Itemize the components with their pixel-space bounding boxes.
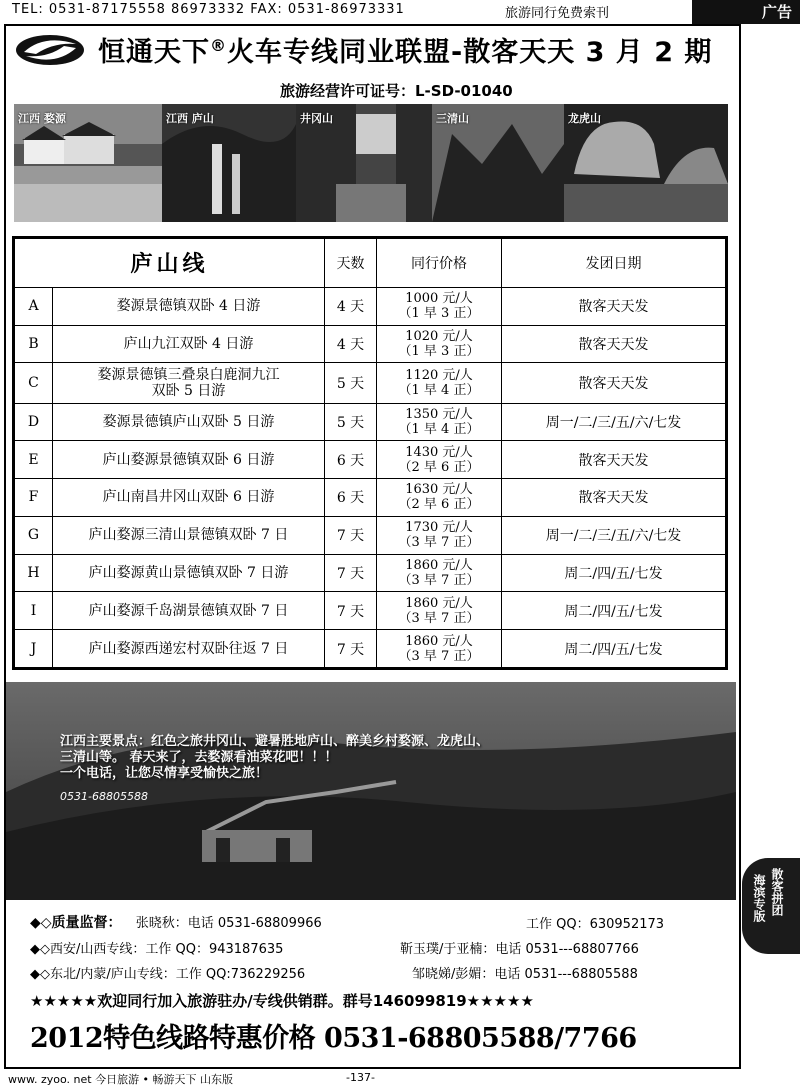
route-price bbox=[377, 363, 502, 403]
route-days: 6 天 bbox=[325, 441, 377, 479]
route-code: D bbox=[15, 403, 53, 441]
route-dates: 散客天天发 bbox=[502, 479, 726, 517]
registered-mark: ® bbox=[210, 36, 227, 55]
price-meals: （2 早 6 正） bbox=[398, 497, 480, 513]
table-row bbox=[15, 325, 726, 363]
route-code: E bbox=[15, 441, 53, 479]
price-amount: 1120 元/人 bbox=[405, 367, 473, 383]
top-contact: TEL: 0531-87175558 86973332 FAX: 0531-86973331 bbox=[12, 2, 405, 17]
table-row bbox=[15, 363, 726, 403]
price-meals: （3 早 7 正） bbox=[398, 535, 480, 551]
photo-strip bbox=[14, 104, 728, 222]
banner-text bbox=[60, 734, 720, 782]
price-meals: （3 早 7 正） bbox=[398, 573, 480, 589]
price-amount: 1350 元/人 bbox=[405, 406, 473, 422]
route-name: 庐山九江双卧 4 日游 bbox=[123, 335, 254, 352]
route-price bbox=[377, 630, 502, 668]
photo-label: 三清山 bbox=[436, 112, 469, 125]
route-name: 庐山婺源千岛湖景德镇双卧 7 日 bbox=[88, 602, 289, 619]
quality-qq: 工作 QQ：630952173 bbox=[526, 917, 665, 932]
photo-lushan bbox=[162, 104, 296, 222]
route-cell bbox=[53, 403, 325, 441]
price-amount: 1860 元/人 bbox=[405, 558, 473, 574]
price-amount: 1860 元/人 bbox=[405, 595, 473, 611]
quality-contact bbox=[30, 912, 322, 932]
xian-names: 靳玉璞/于亚楠：电话 0531---68807766 bbox=[400, 942, 639, 957]
table-row bbox=[15, 630, 726, 668]
route-price bbox=[377, 479, 502, 517]
footer bbox=[0, 1070, 800, 1087]
welcome-line: ★★★★★欢迎同行加入旅游驻办/专线供销群。群号146099819★★★★★ bbox=[30, 992, 534, 1010]
side-tab-primary: 散客拼团 bbox=[770, 868, 784, 916]
price-amount: 1000 元/人 bbox=[405, 291, 473, 307]
route-name: 婺源景德镇双卧 4 日游 bbox=[116, 298, 261, 315]
side-tab-secondary: 海滨专版 bbox=[752, 874, 766, 922]
banner-phone: 0531-68805588 bbox=[60, 790, 148, 803]
photo-longhushan bbox=[564, 104, 728, 222]
route-name: 庐山婺源景德镇双卧 6 日游 bbox=[102, 451, 275, 468]
table-row bbox=[15, 441, 726, 479]
route-days: 7 天 bbox=[325, 592, 377, 630]
table-row bbox=[15, 403, 726, 441]
table-body bbox=[15, 287, 726, 667]
table-row bbox=[15, 554, 726, 592]
route-cell bbox=[53, 592, 325, 630]
table-row bbox=[15, 287, 726, 325]
header-price: 同行价格 bbox=[377, 239, 502, 288]
route-dates: 周一/二/三/五/六/七发 bbox=[502, 516, 726, 554]
route-cell bbox=[53, 479, 325, 517]
route-dates: 周一/二/三/五/六/七发 bbox=[502, 403, 726, 441]
route-name: 庐山南昌井冈山双卧 6 日游 bbox=[102, 489, 275, 506]
quality-label: ◆◇质量监督： bbox=[30, 915, 122, 931]
price-meals: （2 早 6 正） bbox=[398, 459, 480, 475]
route-code: G bbox=[15, 516, 53, 554]
price-amount: 1430 元/人 bbox=[405, 444, 473, 460]
route-price bbox=[377, 403, 502, 441]
top-slogan: 旅游同行免费索刊 bbox=[505, 6, 610, 21]
photo-label: 江西 婺源 bbox=[18, 112, 66, 125]
route-dates: 散客天天发 bbox=[502, 325, 726, 363]
photo-label: 江西 庐山 bbox=[166, 112, 214, 125]
photo-jinggangshan bbox=[296, 104, 432, 222]
table-row bbox=[15, 516, 726, 554]
route-days: 4 天 bbox=[325, 325, 377, 363]
photo-label: 龙虎山 bbox=[568, 112, 601, 125]
header-days: 天数 bbox=[325, 239, 377, 288]
route-price bbox=[377, 287, 502, 325]
photo-wuyuan bbox=[14, 104, 162, 222]
route-cell bbox=[53, 630, 325, 668]
route-cell bbox=[53, 287, 325, 325]
route-cell bbox=[53, 516, 325, 554]
route-price bbox=[377, 325, 502, 363]
route-name: 庐山婺源三清山景德镇双卧 7 日 bbox=[88, 527, 289, 544]
route-code: I bbox=[15, 592, 53, 630]
route-days: 7 天 bbox=[325, 554, 377, 592]
route-dates: 散客天天发 bbox=[502, 287, 726, 325]
route-cell bbox=[53, 441, 325, 479]
ad-tag: 广告 bbox=[692, 0, 800, 24]
price-meals: （3 早 7 正） bbox=[398, 648, 480, 664]
route-name: 庐山婺源西递宏村双卧往返 7 日 bbox=[88, 640, 289, 657]
route-cell bbox=[53, 325, 325, 363]
table-header-row bbox=[15, 239, 726, 288]
route-dates: 周二/四/五/七发 bbox=[502, 592, 726, 630]
route-code: J bbox=[15, 630, 53, 668]
page-title bbox=[98, 30, 712, 69]
route-price bbox=[377, 554, 502, 592]
route-days: 4 天 bbox=[325, 287, 377, 325]
banner-line: 江西主要景点：红色之旅井冈山、避暑胜地庐山、醉美乡村婺源、龙虎山、 bbox=[60, 734, 490, 749]
company-logo-icon bbox=[14, 32, 86, 68]
route-days: 7 天 bbox=[325, 630, 377, 668]
header-dates: 发团日期 bbox=[502, 239, 726, 288]
price-meals: （1 早 3 正） bbox=[398, 343, 480, 359]
footer-site: www. zyoo. net 今日旅游 • 畅游天下 山东版 bbox=[8, 1073, 234, 1086]
price-meals: （1 早 4 正） bbox=[398, 421, 480, 437]
route-cell bbox=[53, 554, 325, 592]
price-amount: 1020 元/人 bbox=[405, 328, 473, 344]
hotline: 2012特色线路特惠价格 0531-68805588/7766 bbox=[30, 1023, 637, 1054]
dongbei-contact: ◆◇东北/内蒙/庐山专线：工作 QQ:736229256 bbox=[30, 967, 306, 982]
line-title: 庐山线 bbox=[15, 239, 325, 288]
title-text: 火车专线同业联盟-散客天天 3 月 2 期 bbox=[227, 37, 713, 68]
license-number: 旅游经营许可证号：L-SD-01040 bbox=[280, 82, 513, 100]
quality-name: 张晓秋：电话 0531-68809966 bbox=[135, 916, 322, 931]
route-code: B bbox=[15, 325, 53, 363]
route-name: 婺源景德镇三叠泉白鹿洞九江 bbox=[97, 366, 280, 383]
route-price bbox=[377, 441, 502, 479]
route-dates: 散客天天发 bbox=[502, 363, 726, 403]
route-code: A bbox=[15, 287, 53, 325]
route-name: 婺源景德镇庐山双卧 5 日游 bbox=[102, 413, 275, 430]
table-row bbox=[15, 479, 726, 517]
price-amount: 1730 元/人 bbox=[405, 520, 473, 536]
price-amount: 1860 元/人 bbox=[405, 633, 473, 649]
route-days: 5 天 bbox=[325, 363, 377, 403]
route-code: F bbox=[15, 479, 53, 517]
side-tab bbox=[742, 858, 800, 954]
title-brand: 恒通天下 bbox=[98, 37, 210, 68]
xian-contact: ◆◇西安/山西专线：工作 QQ：943187635 bbox=[30, 942, 284, 957]
route-cell bbox=[53, 363, 325, 403]
route-name-cont: 双卧 5 日游 bbox=[151, 382, 226, 399]
scenic-banner bbox=[6, 682, 736, 900]
price-meals: （3 早 7 正） bbox=[398, 610, 480, 626]
route-days: 6 天 bbox=[325, 479, 377, 517]
route-price bbox=[377, 516, 502, 554]
photo-label: 井冈山 bbox=[300, 112, 333, 125]
route-code: C bbox=[15, 363, 53, 403]
route-days: 5 天 bbox=[325, 403, 377, 441]
route-dates: 散客天天发 bbox=[502, 441, 726, 479]
page-number: -137- bbox=[346, 1071, 375, 1084]
top-bar bbox=[0, 0, 800, 22]
route-dates: 周二/四/五/七发 bbox=[502, 554, 726, 592]
route-price bbox=[377, 592, 502, 630]
dongbei-names: 邹晓娣/彭媚：电话 0531---68805588 bbox=[412, 967, 638, 982]
price-amount: 1630 元/人 bbox=[405, 482, 473, 498]
route-dates: 周二/四/五/七发 bbox=[502, 630, 726, 668]
price-meals: （1 早 3 正） bbox=[398, 306, 480, 322]
banner-line: 三清山等。 春天来了，去婺源看油菜花吧！！！ bbox=[60, 750, 338, 765]
price-meals: （1 早 4 正） bbox=[398, 382, 480, 398]
route-name: 庐山婺源黄山景德镇双卧 7 日游 bbox=[88, 565, 289, 582]
route-table bbox=[12, 236, 728, 670]
route-days: 7 天 bbox=[325, 516, 377, 554]
price-table bbox=[14, 238, 726, 668]
table-row bbox=[15, 592, 726, 630]
photo-sanqingshan bbox=[432, 104, 564, 222]
banner-line: 一个电话，让您尽情享受愉快之旅！ bbox=[60, 766, 269, 781]
route-code: H bbox=[15, 554, 53, 592]
